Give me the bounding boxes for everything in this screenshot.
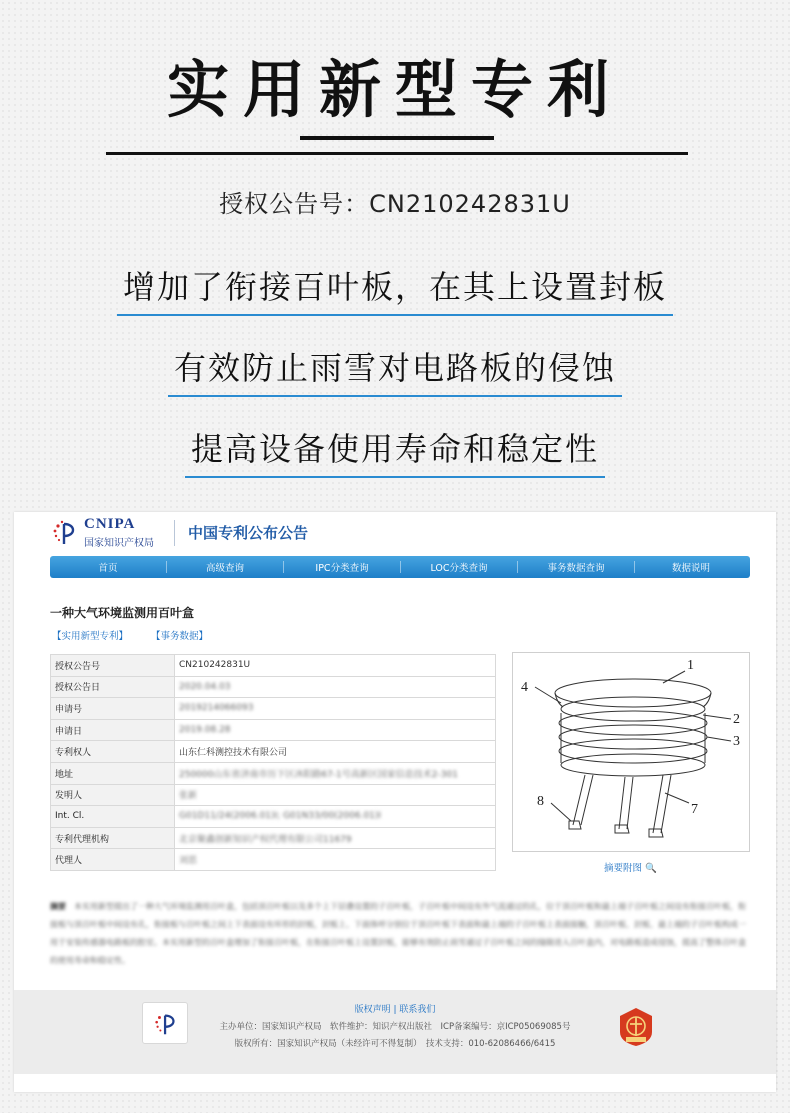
field-label: Int. Cl. [51,806,175,828]
field-value: 张新 [175,784,496,806]
tagline-3: 提高设备使用寿命和稳定性 [0,424,790,478]
abstract-drawing [512,652,750,852]
footer-links[interactable]: 版权声明 | 联系我们 [354,1005,436,1015]
nav-transaction-search[interactable]: 事务数据查询 [547,563,605,574]
field-label: 授权公告号 [51,655,175,677]
nav-home[interactable]: 首页 [98,563,118,574]
field-value: 刘思 [175,849,496,871]
field-value: CN210242831U [175,655,496,677]
abstract-text: 摘要 本实用新型提出了一种大气环境监测用百叶盒，包括顶百叶板以及多个上下层叠设置的子百叶板，子百叶板中间设有外气流通过的孔，位于顶百叶板和最上端子百叶板之间设有衔接百叶板，衔接板与顶百叶板中间设有孔，衔接板与百叶板之间上下表面设有环形的封板，封板上、下面体呼分别位于顶百叶板下表面和最上端的子百叶板上表面接触，顶百叶板、封板、最上端的子百叶板构成一用于安装传感器电路板的腔室。本实用新型的百叶盒增加了衔接百叶板，在衔接百叶板上设置封板，能够有效防止雨雪通过子百叶板之间的缝隙进入百叶盒内，对电路板造成侵蚀，提高了整体百叶盒的使用寿命和稳定性。 [50,902,746,965]
logo-text-en: CNIPA [84,516,136,532]
table-row [51,784,496,806]
patent-title: 一种大气环境监测用百叶盒 [50,606,195,620]
field-value: 2019214066093 [175,698,496,720]
cnipa-logo-icon [50,518,80,548]
footer-sponsor: 主办单位：国家知识产权局 软件维护：知识产权出版社 ICP备案编号：京ICP05069085号 [219,1022,571,1032]
field-value: 北京聚鑫创新知识产权代理有限公司11679 [175,827,496,849]
field-label: 地址 [51,762,175,784]
table-row [51,741,496,763]
field-value: 2020.04.03 [175,676,496,698]
field-label: 授权公告日 [51,676,175,698]
field-label: 申请日 [51,719,175,741]
field-label: 专利代理机构 [51,827,175,849]
nav-data-notes[interactable]: 数据说明 [671,563,710,574]
field-label: 申请号 [51,698,175,720]
louver-box-drawing-icon [513,653,751,853]
field-value: G01D11/24(2006.01)I; G01N33/00(2006.01)I [175,806,496,828]
nav-advanced-search[interactable]: 高级查询 [205,563,244,574]
drawing-label-7: 7 [691,802,698,817]
tagline-1: 增加了衔接百叶板，在其上设置封板 [0,262,790,316]
field-label: 发明人 [51,784,175,806]
header-divider [174,520,175,546]
main-nav [50,556,750,578]
transaction-data-link[interactable]: 【事务数据】 [151,631,209,642]
publication-number: 授权公告号：CN210242831U [219,190,571,218]
title-rule-short [300,136,494,140]
table-row [51,676,496,698]
drawing-label-2: 2 [733,712,740,727]
field-label: 专利权人 [51,741,175,763]
patent-site-screenshot [14,512,776,1092]
nav-ipc-search[interactable]: IPC分类查询 [315,563,369,574]
table-row [51,806,496,828]
field-value: 山东仁科测控技术有限公司 [175,741,496,763]
table-row [51,762,496,784]
site-title: 中国专利公布公告 [188,524,309,542]
field-value: 2019.08.28 [175,719,496,741]
table-row [51,827,496,849]
table-row [51,655,496,677]
drawing-label-4: 4 [521,680,528,695]
abstract-drawing-link[interactable]: 摘要附图 🔍 [604,863,657,874]
tagline-2: 有效防止雨雪对电路板的侵蚀 [0,343,790,397]
magnifier-icon: 🔍 [645,863,657,874]
nav-loc-search[interactable]: LOC分类查询 [430,563,488,574]
party-emblem-icon [618,1006,654,1048]
drawing-label-3: 3 [733,734,740,749]
utility-model-link[interactable]: 【实用新型专利】 [52,631,129,642]
hero-title: 实用新型专利 [166,53,623,126]
drawing-label-1: 1 [687,658,694,673]
field-label: 代理人 [51,849,175,871]
logo-text-zh: 国家知识产权局 [84,538,154,549]
patent-info-table [50,654,496,871]
footer-copyright: 版权所有：国家知识产权局（未经许可不得复制） 技术支持：010-62086466/6415 [234,1039,556,1049]
doc-type-links [52,628,228,642]
drawing-label-8: 8 [537,794,544,809]
table-row [51,719,496,741]
table-row [51,849,496,871]
table-row [51,698,496,720]
title-rule-long [106,152,688,155]
field-value: 250000山东省济南市历下区沐阳路67-1号高新区国家信息技术2-301 [175,762,496,784]
site-header [14,512,776,554]
site-footer [14,990,776,1074]
